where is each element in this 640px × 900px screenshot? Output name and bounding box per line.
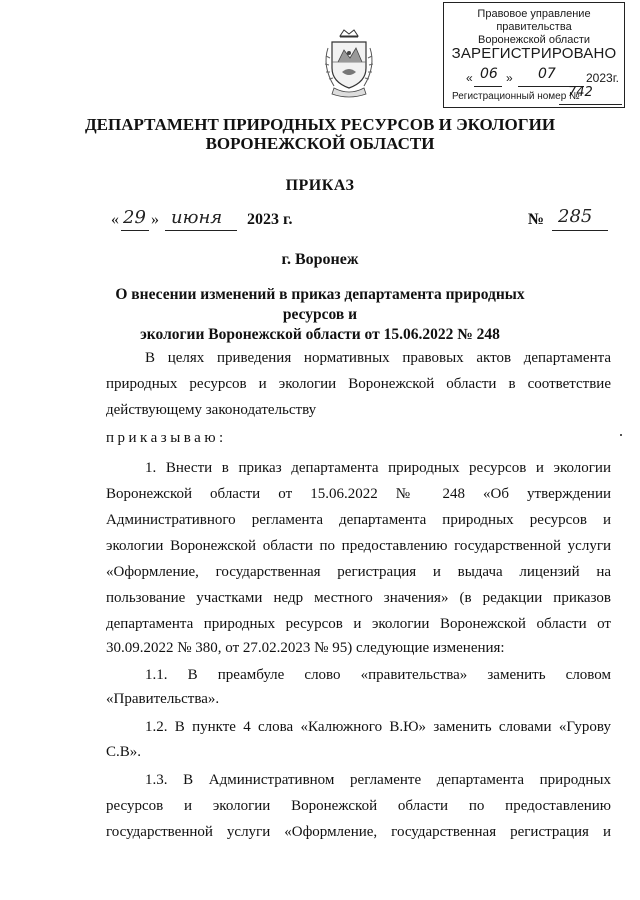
p13-line3: государственной услуги «Оформление, государственная регистрация и — [106, 824, 611, 840]
subject-line2: экологии Воронежской области от 15.06.2022 № 248 — [140, 326, 500, 343]
preamble-line3: действующему законодательству — [106, 402, 317, 418]
stamp-department — [444, 8, 624, 47]
p1-line4: экологии Воронежской области по предоставлению государственной услуги — [106, 538, 611, 554]
date-close-quote: » — [151, 211, 159, 228]
stamp-month: 07 — [538, 66, 556, 82]
order-word: приказываю: — [106, 430, 227, 446]
stamp-reg-number — [452, 85, 624, 102]
p1-line6: пользование участками недр местного значения» (в редакции приказов — [106, 590, 611, 606]
stamp-open-quote: « — [466, 71, 473, 85]
p1-line8: 30.09.2022 № 380, от 27.02.2023 № 95) следующие изменения: — [106, 640, 505, 656]
number-sign: № — [528, 211, 545, 228]
org-name-line2: ВОРОНЕЖСКОЙ ОБЛАСТИ — [205, 134, 435, 153]
stamp-year: 2023г. — [586, 71, 619, 85]
p1-line1: 1. Внести в приказ департамента природных ресурсов и экологии — [145, 460, 611, 476]
preamble-line2: природных ресурсов и экологии Воронежской области в соответствие — [106, 376, 611, 392]
city: г. Воронеж — [281, 251, 359, 268]
subject-line1: О внесении изменений в приказ департамента природных ресурсов и — [115, 286, 525, 323]
p12-line2: С.В». — [106, 744, 142, 760]
preamble-line1: В целях приведения нормативных правовых актов департамента — [145, 350, 611, 366]
date-month: июня — [171, 207, 223, 228]
p1-line3: Административного регламента департамента природных ресурсов и — [106, 512, 611, 528]
stamp-day: 06 — [480, 66, 498, 82]
order-date — [111, 209, 311, 233]
stamp-close-quote: » — [506, 71, 513, 85]
p11-line2: «Правительства». — [106, 691, 220, 707]
p12-line1: 1.2. В пункте 4 слова «Калюжного В.Ю» заменить словами «Гурову — [145, 719, 611, 735]
date-year: 2023 г. — [247, 211, 293, 228]
p1-line2: Воронежской области от 15.06.2022 № 248 «Об утверждении — [106, 486, 611, 502]
p11-line1: 1.1. В преамбуле слово «правительства» заменить словом — [145, 667, 611, 683]
p13-line2: ресурсов и экологии Воронежской области по предоставлению — [106, 798, 611, 814]
registration-stamp — [443, 2, 625, 108]
stamp-reg-number-value: 742 — [568, 85, 593, 100]
stamp-reg-label: Регистрационный номер № — [452, 91, 580, 102]
p1-line5: «Оформление, государственная регистрация и выдача лицензий на — [106, 564, 611, 580]
date-open-quote: « — [111, 211, 119, 228]
stamp-dept-line1: Правовое управление правительства — [477, 8, 591, 33]
date-day: 29 — [123, 207, 146, 228]
document-type: ПРИКАЗ — [285, 177, 355, 194]
coat-of-arms-emblem-icon — [320, 28, 378, 100]
stamp-registered: ЗАРЕГИСТРИРОВАНО — [451, 45, 617, 62]
number-value: 285 — [558, 206, 593, 227]
stamp-dept-line2: Воронежской области — [477, 34, 590, 46]
stamp-date — [458, 66, 623, 88]
order-number — [528, 206, 608, 233]
order-subject — [95, 285, 545, 345]
p13-line1: 1.3. В Административном регламенте департамента природных — [145, 772, 611, 788]
scan-speck — [620, 434, 622, 436]
org-name-line1: ДЕПАРТАМЕНТ ПРИРОДНЫХ РЕСУРСОВ И ЭКОЛОГИИ — [84, 115, 556, 134]
p1-line7: департамента природных ресурсов и экологии Воронежской области от — [106, 616, 611, 632]
